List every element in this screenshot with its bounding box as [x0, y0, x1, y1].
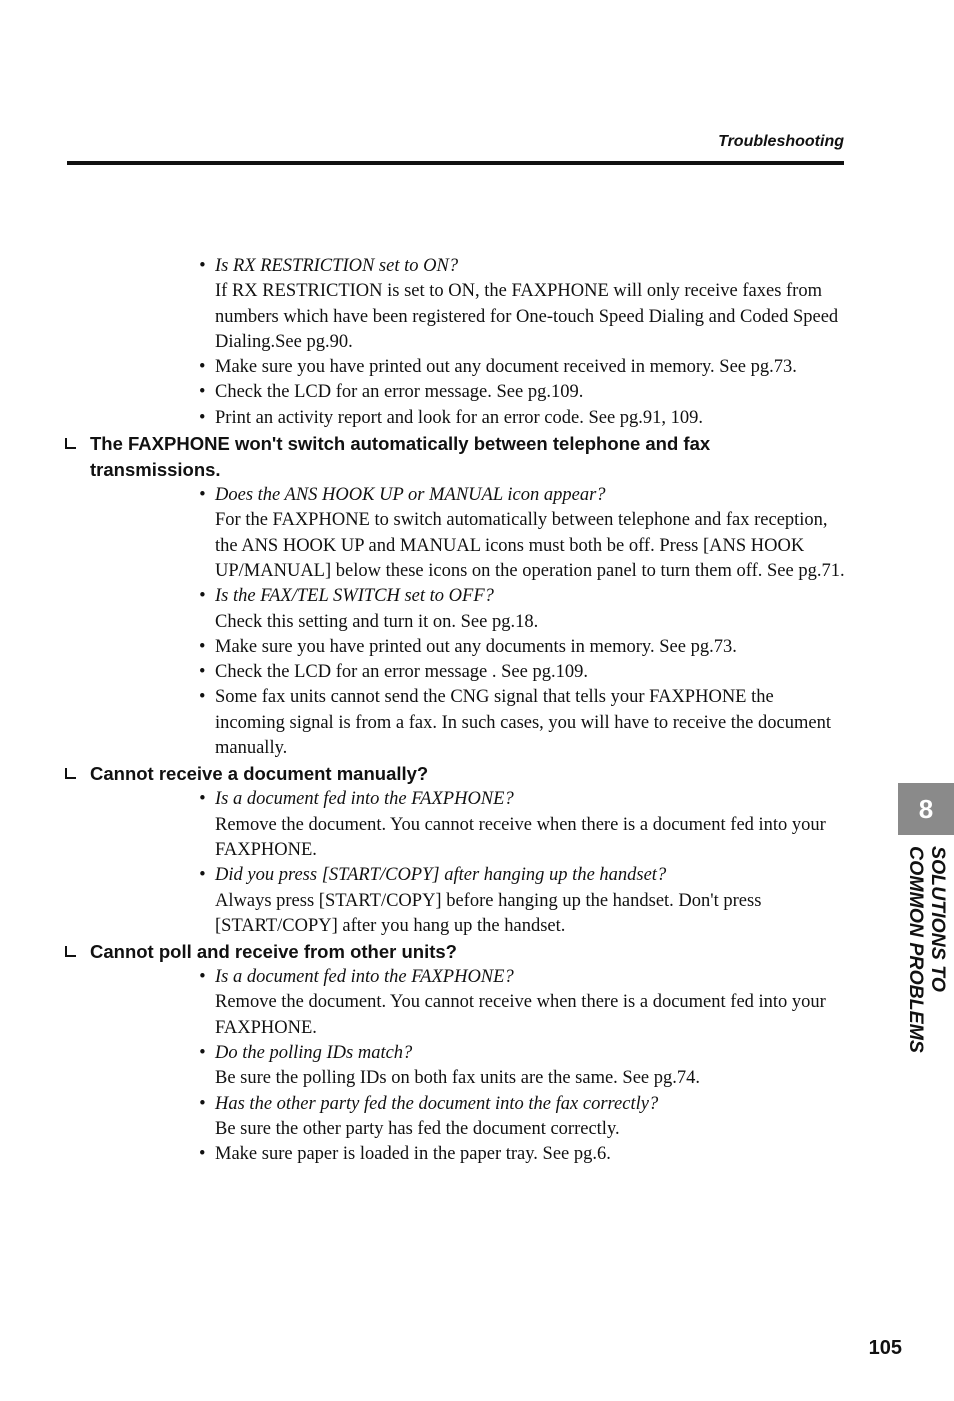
running-header: Troubleshooting: [718, 133, 844, 150]
section-title: Cannot poll and receive from other units?: [90, 941, 457, 963]
bullet-item: • Check the LCD for an error message . See pg.109.: [65, 660, 845, 685]
chapter-side-title: [899, 846, 949, 1106]
answer-text: Check this setting and turn it on. See pg.18.: [215, 611, 539, 632]
bullet-item: • Make sure paper is loaded in the paper tray. See pg.6.: [65, 1142, 845, 1167]
answer-text: If RX RESTRICTION is set to ON, the FAXPHONE will only receive faxes from numbers which have been registered for One-touch Speed Dialing and Coded Speed Dialing.See pg.90.: [215, 281, 839, 352]
bullet-item: • Print an activity report and look for an error code. See pg.91, 109.: [65, 406, 845, 431]
checkbox-icon: [65, 438, 76, 449]
bullet-question: • Do the polling IDs match?: [65, 1041, 845, 1066]
chapter-title-line1: SOLUTIONS TO: [927, 846, 949, 992]
answer-text: Be sure the polling IDs on both fax units are the same. See pg.74.: [215, 1068, 701, 1089]
bullet-question: • Is a document fed into the FAXPHONE?: [65, 965, 845, 990]
bullet-question: • Has the other party fed the document into the fax correctly?: [65, 1092, 845, 1117]
checkbox-icon: [65, 768, 76, 779]
bullet-item: • Check the LCD for an error message. See pg.109.: [65, 380, 845, 405]
section-title: Cannot receive a document manually?: [90, 763, 429, 785]
section-title-continued: transmissions.: [90, 459, 221, 481]
section-heading: [65, 431, 845, 483]
answer-text: For the FAXPHONE to switch automatically between telephone and fax reception, the ANS HOOK UP and MANUAL icons must both be off. Press [ANS HOOK UP/MANUAL] below these icons on the operation panel to turn them off. See pg.71.: [215, 510, 845, 581]
bullet-item: • Some fax units cannot send the CNG signal that tells your FAXPHONE the incoming signal is from a fax. In such cases, you will have to receive the document manually.: [65, 685, 845, 761]
section-title: The FAXPHONE won't switch automatically between telephone and fax: [90, 433, 711, 455]
checkbox-icon: [65, 946, 76, 957]
chapter-number: 8: [918, 793, 934, 824]
answer-text: Be sure the other party has fed the document correctly.: [215, 1118, 620, 1139]
bullet-item: • Make sure you have printed out any documents in memory. See pg.73.: [65, 635, 845, 660]
answer-text: Remove the document. You cannot receive when there is a document fed into your FAXPHONE.: [215, 814, 826, 860]
bullet-question: • Is a document fed into the FAXPHONE?: [65, 787, 845, 812]
section-heading: [65, 761, 845, 787]
bullet-question: • Did you press [START/COPY] after hanging up the handset?: [65, 863, 845, 888]
bullet-question: • Is the FAX/TEL SWITCH set to OFF?: [65, 584, 845, 609]
section-heading: [65, 939, 845, 965]
chapter-tab: [898, 783, 954, 835]
page-number: 105: [868, 1337, 902, 1359]
page-body: [65, 254, 845, 1168]
answer-text: Always press [START/COPY] before hanging up the handset. Don't press [START/COPY] after you hang up the handset.: [215, 890, 762, 936]
answer-text: Remove the document. You cannot receive when there is a document fed into your FAXPHONE.: [215, 992, 826, 1038]
chapter-title-line2: COMMON PROBLEMS: [905, 846, 927, 1053]
bullet-question: • Does the ANS HOOK UP or MANUAL icon appear?: [65, 483, 845, 508]
bullet-item: • Make sure you have printed out any document received in memory. See pg.73.: [65, 355, 845, 380]
header-rule: [67, 161, 844, 165]
bullet-question: • Is RX RESTRICTION set to ON?: [65, 254, 845, 279]
